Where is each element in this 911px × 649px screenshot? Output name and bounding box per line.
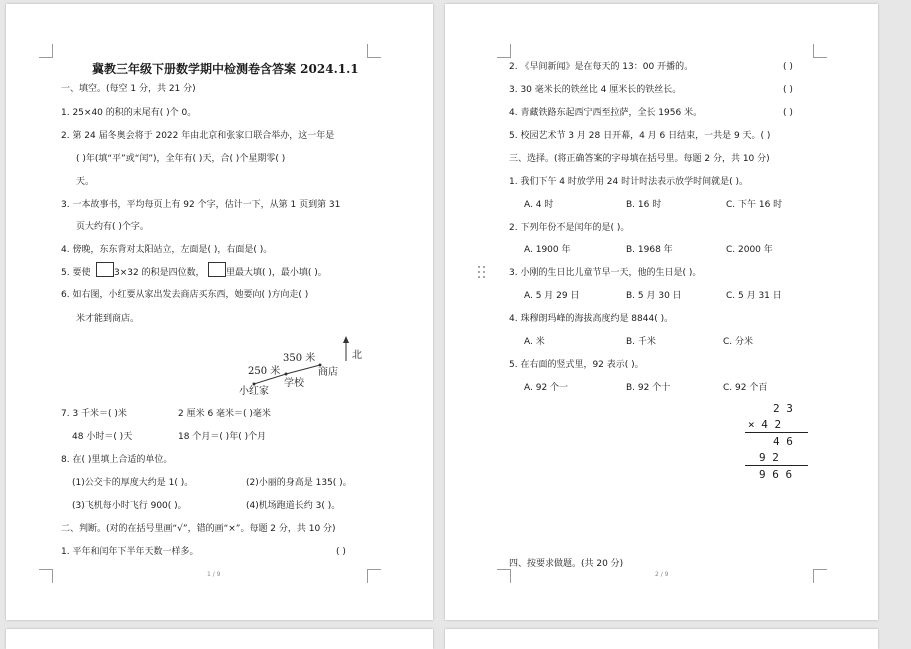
- route-school-shop: [286, 365, 320, 374]
- multiplication-line-2: [745, 465, 808, 466]
- question-8-part-1: (1)公交卡的厚度大约是 1( )。: [72, 478, 194, 488]
- multiplication-row-4: 9 2: [759, 451, 779, 464]
- choice-4-option-c: C. 分米: [723, 337, 754, 347]
- margin-corner-top-left: [497, 44, 511, 58]
- choice-5: 5. 在右面的竖式里，92 表示( )。: [509, 360, 644, 370]
- margin-corner-bottom-right: [813, 569, 827, 583]
- map-label-shop: 商店: [318, 367, 338, 378]
- question-1: 1. 25×40 的积的末尾有( )个 0。: [61, 108, 197, 118]
- multiplication-row-2: × 4 2: [748, 418, 782, 431]
- judgement-3: 3. 30 毫米长的铁丝比 4 厘米长的铁丝长。: [509, 85, 682, 95]
- map-label-home: 小红家: [239, 386, 269, 397]
- judgement-2: 2. 《早间新闻》是在每天的 13：00 开播的。: [509, 62, 694, 72]
- question-8-part-2: (2)小丽的身高是 135( )。: [246, 478, 352, 488]
- choice-1-option-b: B. 16 时: [626, 200, 662, 210]
- choice-2: 2. 下列年份不是闰年的是( )。: [509, 223, 630, 233]
- choice-3-option-c: C. 5 月 31 日: [726, 291, 782, 301]
- question-7-hours: 48 小时＝( )天: [72, 432, 133, 442]
- question-6-line-2: 米才能到商店。: [76, 314, 140, 324]
- question-6-line-1: 6. 如右图，小红要从家出发去商店买东西，她要向( )方向走( ): [61, 290, 309, 300]
- question-7-months: 18 个月＝( )年( )个月: [178, 432, 267, 442]
- judgement-4: 4. 青藏铁路东起西宁西至拉萨，全长 1956 米。: [509, 108, 703, 118]
- multiplication-row-5: 9 6 6: [759, 468, 793, 481]
- choice-4: 4. 珠穆朗玛峰的海拔高度约是 8844( )。: [509, 314, 674, 324]
- question-7-cm: 2 厘米 6 毫米＝( )毫米: [178, 409, 271, 419]
- drag-handle-icon[interactable]: [478, 266, 488, 280]
- choice-2-option-b: B. 1968 年: [626, 245, 673, 255]
- question-2-line-1: 2. 第 24 届冬奥会将于 2022 年由北京和张家口联合举办，这一年是: [61, 131, 335, 141]
- judgement-1: 1. 平年和闰年下半年天数一样多。: [61, 547, 199, 557]
- choice-3: 3. 小刚的生日比儿童节早一天，他的生日是( )。: [509, 268, 702, 278]
- question-5-middle: 3×32 的积是四位数，: [114, 268, 205, 278]
- multiplication-line-1: [745, 432, 808, 433]
- judgement-4-paren: ( ): [783, 108, 793, 118]
- choice-5-option-c: C. 92 个百: [723, 383, 768, 393]
- choice-3-option-b: B. 5 月 30 日: [626, 291, 682, 301]
- choice-4-option-b: B. 千米: [626, 337, 656, 347]
- question-2-line-2: ( )年(填“平”或“闰”)，全年有( )天，合( )个星期零( ): [76, 154, 286, 164]
- question-3-line-1: 3. 一本故事书，平均每页上有 92 个字，估计一下，从第 1 页到第 31: [61, 200, 341, 210]
- choice-5-option-b: B. 92 个十: [626, 383, 671, 393]
- question-8-part-4: (4)机场跑道长约 3( )。: [246, 501, 341, 511]
- document-page-1: [6, 4, 433, 620]
- school-point: [285, 373, 288, 376]
- question-3-line-2: 页大约有( )个字。: [76, 222, 149, 232]
- document-page-4-partial: [445, 629, 878, 649]
- map-label-250m: 250 米: [248, 366, 281, 377]
- choice-1-option-a: A. 4 时: [524, 200, 554, 210]
- multiplication-row-3: 4 6: [773, 435, 793, 448]
- margin-corner-top-right: [367, 44, 381, 58]
- judgement-1-paren: ( ): [336, 547, 346, 557]
- document-page-2: [445, 4, 878, 620]
- choice-4-option-a: A. 米: [524, 337, 545, 347]
- section-operations-heading: 四、按要求做题。(共 20 分): [509, 559, 624, 569]
- question-5-suffix: 里最大填( )，最小填( )。: [226, 268, 327, 278]
- margin-corner-bottom-right: [367, 569, 381, 583]
- map-label-north: 北: [352, 350, 362, 361]
- question-4: 4. 傍晚，东东背对太阳站立，左面是( )，右面是( )。: [61, 245, 273, 255]
- question-5-prefix: 5. 要使: [61, 268, 91, 278]
- document-page-3-partial: [6, 629, 433, 649]
- margin-corner-top-left: [39, 44, 53, 58]
- page-number: 1 / 9: [207, 571, 221, 578]
- section-judgement-heading: 二、判断。(对的在括号里画“√”，错的画“×”。每题 2 分，共 10 分): [61, 524, 336, 534]
- page-number: 2 / 9: [655, 571, 669, 578]
- north-arrowhead: [343, 336, 349, 343]
- margin-corner-bottom-left: [39, 569, 53, 583]
- question-8: 8. 在( )里填上合适的单位。: [61, 455, 173, 465]
- question-7-km: 7. 3 千米＝( )米: [61, 409, 127, 419]
- section-choice-heading: 三、选择。(将正确答案的字母填在括号里。每题 2 分，共 10 分): [509, 154, 770, 164]
- margin-corner-bottom-left: [497, 569, 511, 583]
- section-fill-blank-heading: 一、填空。(每空 1 分，共 21 分): [61, 84, 196, 94]
- map-label-school: 学校: [284, 378, 304, 389]
- answer-box-1: [96, 262, 114, 277]
- margin-corner-top-right: [813, 44, 827, 58]
- multiplication-row-1: 2 3: [773, 402, 793, 415]
- judgement-5: 5. 校园艺术节 3 月 28 日开幕，4 月 6 日结束，一共是 9 天。( ): [509, 131, 771, 141]
- choice-5-option-a: A. 92 个一: [524, 383, 569, 393]
- choice-2-option-a: A. 1900 年: [524, 245, 571, 255]
- choice-1-option-c: C. 下午 16 时: [726, 200, 783, 210]
- map-label-350m: 350 米: [283, 353, 316, 364]
- judgement-2-paren: ( ): [783, 62, 793, 72]
- question-8-part-3: (3)飞机每小时飞行 900( )。: [72, 501, 187, 511]
- question-2-line-3: 天。: [76, 177, 95, 187]
- choice-1: 1. 我们下午 4 时放学用 24 时计时法表示放学时间就是( )。: [509, 177, 748, 187]
- choice-2-option-c: C. 2000 年: [726, 245, 773, 255]
- judgement-3-paren: ( ): [783, 85, 793, 95]
- page-title: 冀教三年级下册数学期中检测卷含答案 2024.1.1: [92, 62, 359, 76]
- answer-box-2: [208, 262, 226, 277]
- choice-3-option-a: A. 5 月 29 日: [524, 291, 580, 301]
